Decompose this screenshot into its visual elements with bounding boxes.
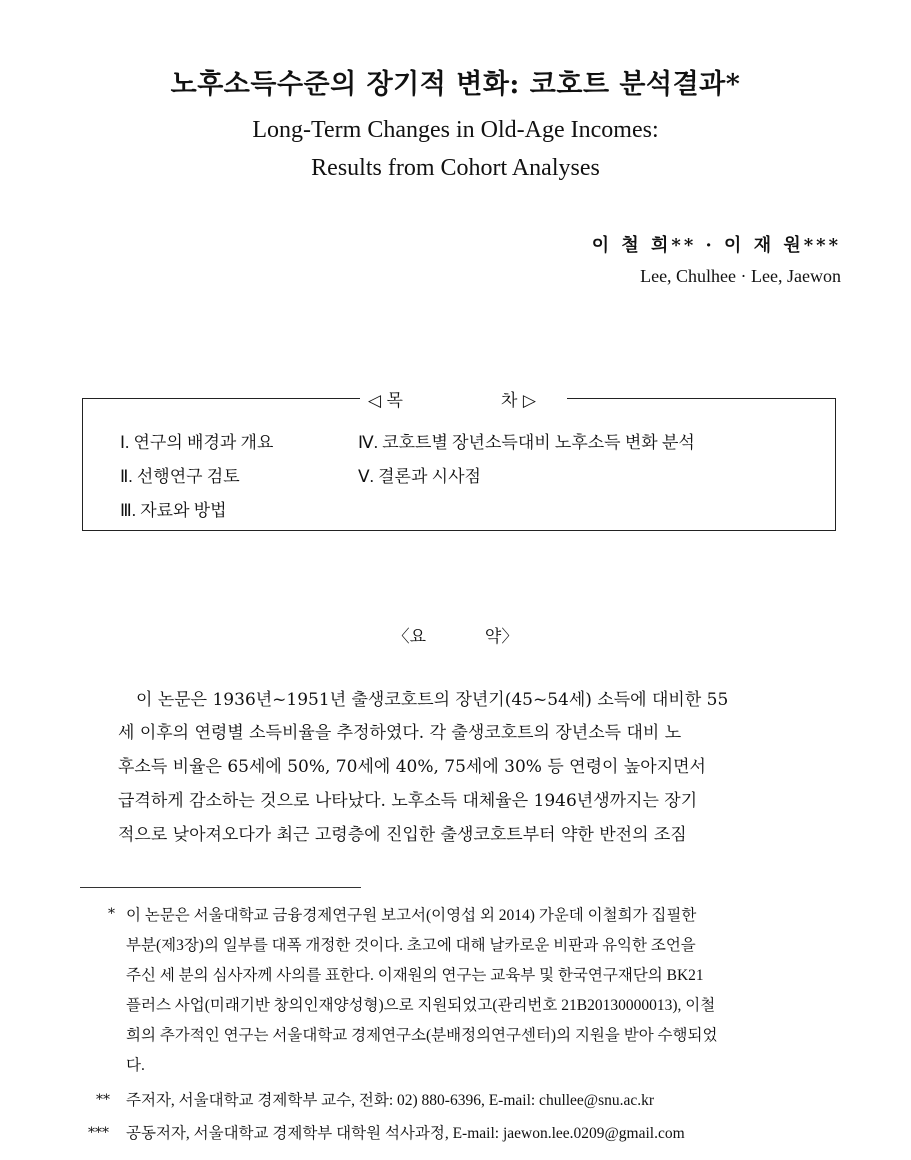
authors-english: Lee, Chulhee · Lee, Jaewon	[640, 266, 841, 286]
abstract-line-1: 이 논문은 1936년~1951년 출생코호트의 장년기(45~54세) 소득에 대비한 55	[136, 690, 729, 710]
abstract-line-2: 세 이후의 연령별 소득비율을 추정하였다. 각 출생코호트의 장년소득 대비 노	[118, 723, 682, 743]
footnote-1-line: 다.	[126, 1057, 145, 1074]
footnote-1-line: 부분(제3장)의 일부를 대폭 개정한 것이다. 초고에 대해 날카로운 비판과 유익한 조언을	[126, 937, 696, 954]
abstract-line-3: 후소득 비율은 65세에 50%, 70세에 40%, 75세에 30% 등 연령이 높아지면서	[118, 757, 706, 777]
footnote-1-line: 주신 세 분의 심사자께 사의를 표한다. 이재원의 연구는 교육부 및 한국연구재단의 BK21	[126, 967, 704, 984]
abstract-heading-close: 약〉	[484, 627, 519, 647]
paper-title-english-line1: Long-Term Changes in Old-Age Incomes:	[252, 117, 659, 143]
footnote-1-line: 플러스 사업(미래기반 창의인재양성형)으로 지원되었고(관리번호 21B20130000013), 이철	[126, 997, 716, 1014]
toc-item-5: Ⅴ. 결론과 시사점	[358, 467, 481, 486]
footnote-3: 공동저자, 서울대학교 경제학부 대학원 석사과정, E-mail: jaewon.lee.0209@gmail.com	[126, 1125, 685, 1142]
paper-title-english-line2: Results from Cohort Analyses	[311, 155, 600, 181]
toc-heading-close: 차 ▷	[501, 391, 536, 411]
footnote-2: 주저자, 서울대학교 경제학부 교수, 전화: 02) 880-6396, E-mail: chullee@snu.ac.kr	[126, 1092, 655, 1109]
toc-item-4: Ⅳ. 코호트별 장년소득대비 노후소득 변화 분석	[358, 433, 695, 452]
footnote-3-mark: ***	[88, 1125, 109, 1141]
toc-item-3: Ⅲ. 자료와 방법	[120, 501, 227, 520]
abstract-line-5: 적으로 낮아져오다가 최근 고령층에 진입한 출생코호트부터 약한 반전의 조짐	[118, 825, 687, 845]
toc-heading-open: ◁ 목	[368, 391, 403, 411]
authors-korean: 이 철 희** · 이 재 원***	[591, 235, 841, 256]
toc-item-2: Ⅱ. 선행연구 검토	[120, 467, 240, 486]
footnote-1-line: 이 논문은 서울대학교 금융경제연구원 보고서(이영섭 외 2014) 가운데 이철희가 집필한	[126, 907, 697, 924]
footnote-rule	[80, 887, 361, 888]
toc-item-1: Ⅰ. 연구의 배경과 개요	[120, 433, 274, 452]
paper-title-korean: 노후소득수준의 장기적 변화: 코호트 분석결과*	[170, 69, 741, 100]
abstract-line-4: 급격하게 감소하는 것으로 나타났다. 노후소득 대체율은 1946년생까지는 장기	[118, 791, 698, 811]
footnote-2-mark: **	[96, 1092, 110, 1108]
footnote-1-mark: *	[108, 906, 115, 922]
abstract-heading	[0, 622, 911, 647]
footnote-1-line: 희의 추가적인 연구는 서울대학교 경제연구소(분배정의연구센터)의 지원을 받아 수행되었	[126, 1027, 718, 1044]
abstract-heading-open: 〈요	[392, 627, 427, 647]
